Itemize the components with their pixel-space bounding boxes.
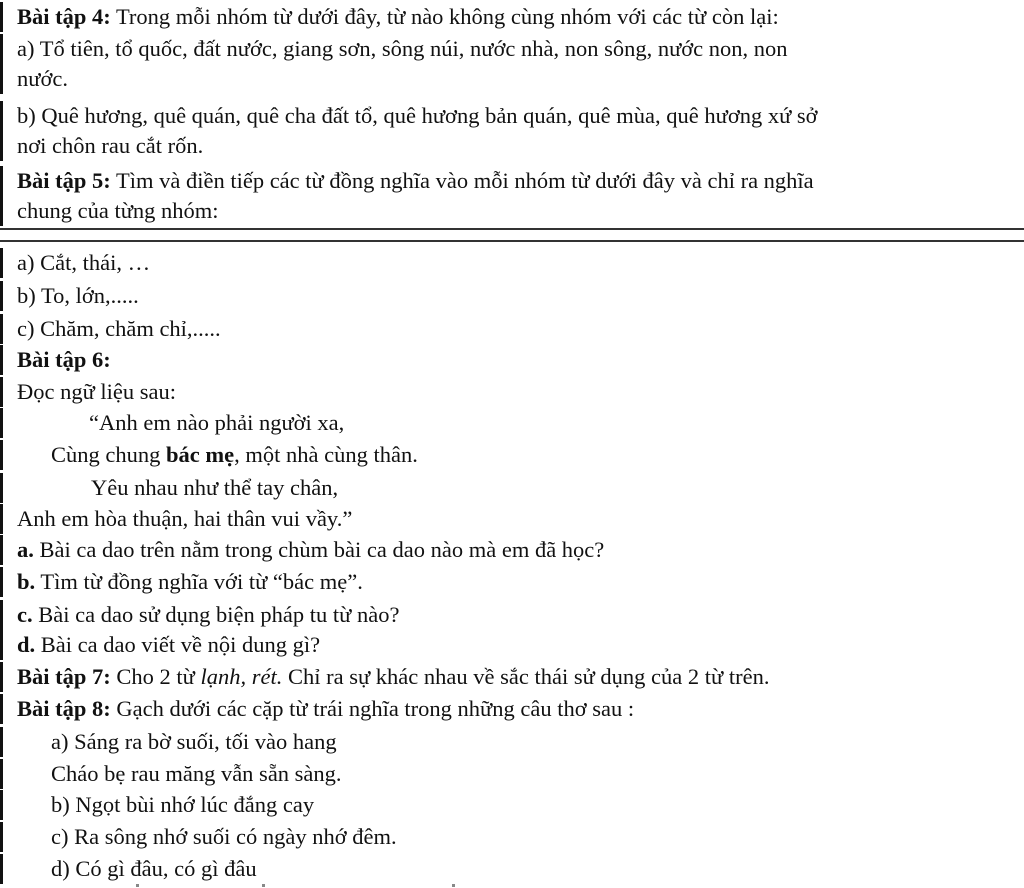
ex6-question-d-label: d. — [17, 632, 36, 657]
ex4-title — [0, 2, 1024, 32]
ex6-title-label: Bài tập 6: — [17, 347, 111, 372]
ex4-b-line1 — [0, 101, 1024, 131]
ex6-question-a-text: Bài ca dao trên nằm trong chùm bài ca dao nào mà em đã học? — [33, 537, 605, 562]
ex7-title — [0, 662, 1024, 692]
ex8-title — [0, 694, 1024, 724]
ex6-intro — [0, 377, 1024, 407]
divider-bottom — [0, 240, 1024, 242]
ex4-title-text: Trong mỗi nhóm từ dưới đây, từ nào không cùng nhóm với các từ còn lại: — [110, 4, 779, 29]
ex8-b-text: b) Ngọt bùi nhớ lúc đắng cay — [51, 792, 315, 817]
ex5-a-text: a) Cắt, thái, … — [17, 250, 151, 275]
poem-line-2-pre: Cùng chung — [51, 442, 166, 467]
ex8-a-line2 — [0, 759, 1024, 789]
ex6-question-a — [0, 535, 1024, 565]
ex4-a-text1: a) Tổ tiên, tổ quốc, đất nước, giang sơn, sông núi, nước nhà, non sông, nước non, non — [17, 36, 788, 61]
ex5-c — [0, 314, 1024, 344]
ex8-c — [0, 822, 1024, 852]
poem-line-2-post: , một nhà cùng thân. — [234, 442, 418, 467]
ex6-question-b-label: b. — [17, 569, 36, 594]
poem-line-1-text: “Anh em nào phải người xa, — [89, 410, 345, 435]
ex7-italic: lạnh, rét. — [200, 664, 283, 689]
ex7-title-label: Bài tập 7: — [17, 664, 111, 689]
ex5-title — [0, 166, 1024, 196]
ex8-d-text: d) Có gì đâu, có gì đâu — [51, 856, 257, 881]
ex8-a-text1: a) Sáng ra bờ suối, tối vào hang — [51, 729, 337, 754]
ex4-a-text2: nước. — [17, 66, 68, 91]
ex6-question-c — [0, 600, 1024, 630]
poem-line-3 — [0, 473, 1024, 503]
poem-line-1 — [0, 408, 1024, 438]
ex4-title-label: Bài tập 4: — [17, 4, 111, 29]
ex6-question-d — [0, 630, 1024, 660]
poem-line-2-bold: bác mẹ — [166, 442, 235, 467]
ex7-pre: Cho 2 từ — [110, 664, 201, 689]
ex4-a-line2 — [0, 64, 1024, 94]
ex5-b — [0, 281, 1024, 311]
ex8-c-text: c) Ra sông nhớ suối có ngày nhớ đêm. — [51, 824, 397, 849]
ex6-question-c-label: c. — [17, 602, 33, 627]
poem-line-4-text: Anh em hòa thuận, hai thân vui vầy.” — [17, 506, 353, 531]
ex8-b — [0, 790, 1024, 820]
divider-top — [0, 228, 1024, 230]
ex5-line2 — [0, 196, 1024, 226]
ex8-d — [0, 854, 1024, 884]
ex6-question-a-label: a. — [17, 537, 34, 562]
ex8-title-label: Bài tập 8: — [17, 696, 111, 721]
ex6-question-c-text: Bài ca dao sử dụng biện pháp tu từ nào? — [32, 602, 400, 627]
ex5-a — [0, 248, 1024, 278]
ex4-b-text2: nơi chôn rau cắt rốn. — [17, 133, 204, 158]
ex4-a-line1 — [0, 34, 1024, 64]
ex5-b-text: b) To, lớn,..... — [17, 283, 139, 308]
ex5-title-label: Bài tập 5: — [17, 168, 111, 193]
ex8-title-text: Gạch dưới các cặp từ trái nghĩa trong những câu thơ sau : — [110, 696, 635, 721]
ex5-c-text: c) Chăm, chăm chỉ,..... — [17, 316, 221, 341]
poem-line-4 — [0, 504, 1024, 534]
ex4-b-text1: b) Quê hương, quê quán, quê cha đất tổ, quê hương bản quán, quê mùa, quê hương xứ sở — [17, 103, 818, 128]
ex4-b-line2 — [0, 131, 1024, 161]
poem-line-3-text: Yêu nhau như thể tay chân, — [91, 475, 339, 500]
ex6-title — [0, 345, 1024, 375]
ex6-intro-text: Đọc ngữ liệu sau: — [17, 379, 177, 404]
ex6-question-b-text: Tìm từ đồng nghĩa với từ “bác mẹ”. — [35, 569, 363, 594]
ex5-title-text: Tìm và điền tiếp các từ đồng nghĩa vào mỗi nhóm từ dưới đây và chỉ ra nghĩa — [110, 168, 814, 193]
ex7-post: Chỉ ra sự khác nhau về sắc thái sử dụng của 2 từ trên. — [282, 664, 770, 689]
ex8-a-line1 — [0, 727, 1024, 757]
poem-line-2 — [0, 440, 1024, 470]
ex6-question-b — [0, 567, 1024, 597]
ex6-question-d-text: Bài ca dao viết về nội dung gì? — [35, 632, 321, 657]
ex5-line2-text: chung của từng nhóm: — [17, 198, 219, 223]
ex8-a-text2: Cháo bẹ rau măng vẫn sẵn sàng. — [51, 761, 342, 786]
